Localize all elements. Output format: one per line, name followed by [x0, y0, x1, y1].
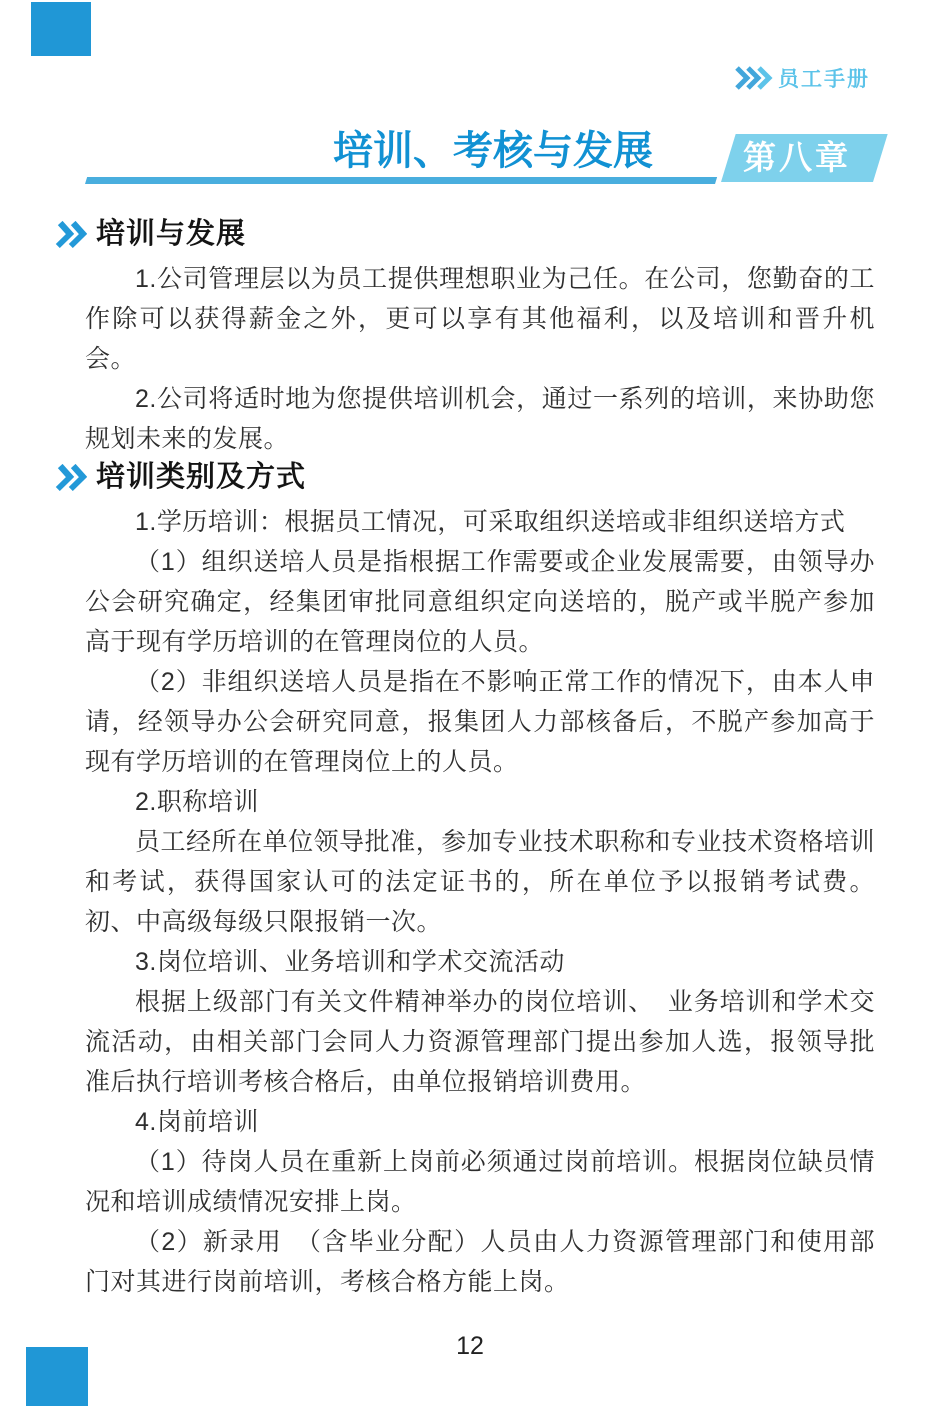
paragraph: 2.职称培训 — [135, 788, 259, 816]
chapter-badge-label: 第八章 — [743, 139, 851, 176]
paragraph: （2）新录用 （含毕业分配）人员由人力资源管理部门和使用部门对其进行岗前培训，考核合格方能上岗。 — [85, 1228, 875, 1296]
paragraph: 2.公司将适时地为您提供培训机会，通过一系列的培训，来协助您规划未来的发展。 — [85, 385, 875, 453]
section-body-training-development — [85, 259, 875, 459]
handbook-brand-label: 员工手册 — [778, 68, 870, 91]
section-heading-text: 培训类别及方式 — [96, 461, 307, 493]
chapter-title: 培训、考核与发展 — [333, 129, 653, 173]
paragraph: 1.公司管理层以为员工提供理想职业为己任。在公司，您勤奋的工作除可以获得薪金之外，更可以享有其他福利，以及培训和晋升机会。 — [85, 265, 875, 373]
paragraph: 4.岗前培训 — [135, 1108, 259, 1136]
section-body-training-types — [85, 502, 875, 1302]
paragraph: 1.学历培训：根据员工情况，可采取组织送培或非组织送培方式 — [135, 508, 846, 536]
double-chevron-right-icon — [55, 464, 89, 491]
triple-chevron-right-icon — [735, 66, 773, 90]
paragraph: 员工经所在单位领导批准，参加专业技术职称和专业技术资格培训和考试，获得国家认可的法定证书的，所在单位予以报销考试费。初、中高级每级只限报销一次。 — [85, 828, 875, 936]
section-heading-training-types — [56, 460, 306, 494]
paragraph: 根据上级部门有关文件精神举办的岗位培训、 业务培训和学术交流活动，由相关部门会同人力资源管理部门提出参加人选，报领导批准后执行培训考核合格后，由单位报销培训费用。 — [85, 988, 875, 1096]
chapter-badge — [721, 134, 873, 182]
paragraph: （2）非组织送培人员是指在不影响正常工作的情况下，由本人申请，经领导办公会研究同意，报集团人力部核备后，不脱产参加高于现有学历培训的在管理岗位上的人员。 — [85, 668, 875, 776]
section-heading-text: 培训与发展 — [96, 218, 247, 250]
double-chevron-right-icon — [55, 221, 89, 248]
corner-accent-top-left — [31, 2, 91, 56]
title-underline — [85, 177, 717, 184]
paragraph: （1）待岗人员在重新上岗前必须通过岗前培训。根据岗位缺员情况和培训成绩情况安排上岗。 — [85, 1148, 875, 1216]
page-header — [735, 63, 870, 93]
paragraph: （1）组织送培人员是指根据工作需要或企业发展需要，由领导办公会研究确定，经集团审批同意组织定向送培的，脱产或半脱产参加高于现有学历培训的在管理岗位的人员。 — [85, 548, 875, 656]
section-heading-training-development — [56, 217, 246, 251]
paragraph: 3.岗位培训、业务培训和学术交流活动 — [135, 948, 565, 976]
page-number: 12 — [456, 1332, 484, 1360]
